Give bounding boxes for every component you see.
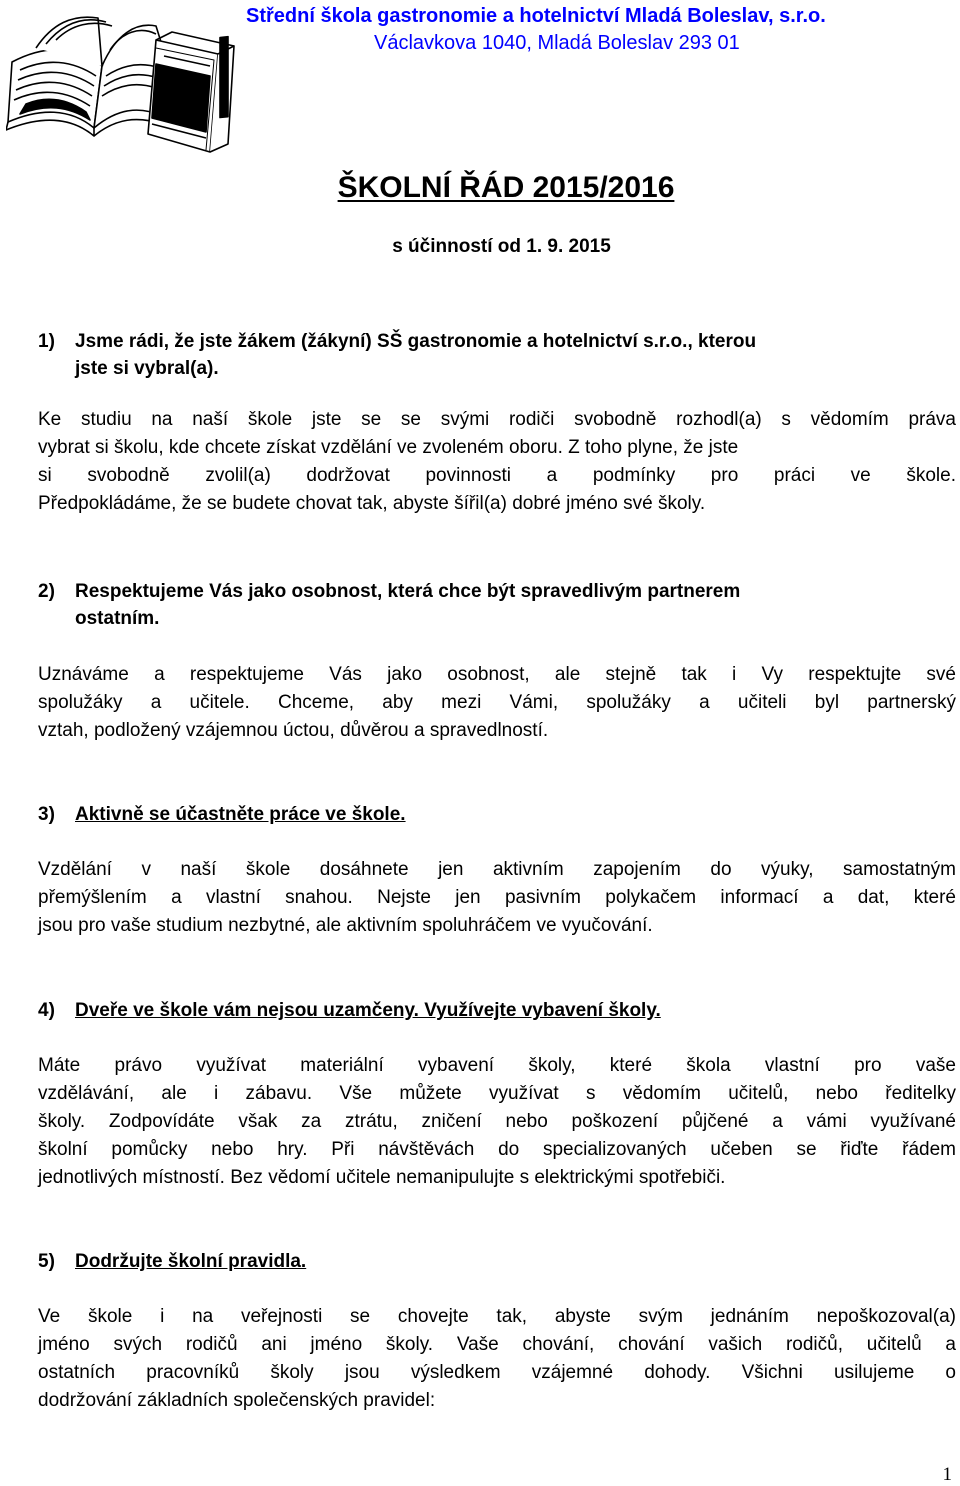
- document-subtitle: s účinností od 1. 9. 2015: [392, 236, 611, 257]
- paragraph-line: jednotlivých místností. Bez vědomí učitele nemanipulujte s elektrickými spotřebiči.: [38, 1167, 726, 1188]
- section-2-heading: [38, 578, 956, 632]
- school-address: Václavkova 1040, Mladá Boleslav 293 01: [374, 32, 740, 54]
- paragraph-line: Ve škole i na veřejnosti se chovejte tak, abyste svým jednáním nepoškozoval(a): [38, 1306, 956, 1327]
- section-4-heading: [38, 997, 956, 1024]
- school-name: Střední škola gastronomie a hotelnictví Mladá Boleslav, s.r.o.: [246, 5, 826, 27]
- section-heading-line: Dveře ve škole vám nejsou uzamčeny. Využívejte vybavení školy.: [75, 1000, 661, 1021]
- section-number: 1): [38, 331, 55, 352]
- paragraph-line: vztah, podložený vzájemnou úctou, důvěrou a spravedlností.: [38, 720, 549, 741]
- paragraph-line: jméno svých rodičů ani jméno školy. Vaše chování, chování vašich rodičů, učitelů a: [38, 1334, 956, 1355]
- section-2-paragraph: [38, 661, 956, 745]
- section-number: 4): [38, 1000, 55, 1021]
- paragraph-line: Máte právo využívat materiální vybavení školy, které škola vlastní pro vaše: [38, 1055, 956, 1076]
- section-1-paragraph: [38, 406, 956, 518]
- paragraph-line: vzdělávání, ale i zábavu. Vše můžete využívat s vědomím učitelů, nebo ředitelky: [38, 1083, 956, 1104]
- page-number: 1: [942, 1464, 952, 1485]
- paragraph-line: Uznáváme a respektujeme Vás jako osobnost, ale stejně tak i Vy respektujte své: [38, 664, 956, 685]
- section-1-heading: [38, 328, 956, 382]
- section-4-paragraph: [38, 1052, 956, 1192]
- paragraph-line: spolužáky a učitele. Chceme, aby mezi Vámi, spolužáky a učiteli byl partnerský: [38, 692, 956, 713]
- books-logo-icon: [6, 4, 238, 156]
- section-heading-line: Dodržujte školní pravidla.: [75, 1251, 307, 1272]
- paragraph-line: si svobodně zvolil(a) dodržovat povinnosti a podmínky pro práci ve škole.: [38, 465, 956, 486]
- paragraph-line: ostatních pracovníků školy jsou výsledkem vzájemné dohody. Všichni usilujeme o: [38, 1362, 956, 1383]
- section-heading-line: jste si vybral(a).: [75, 358, 219, 379]
- paragraph-line: školní pomůcky nebo hry. Při návštěvách do specializovaných učeben se řiďte řádem: [38, 1139, 956, 1160]
- document-title: ŠKOLNÍ ŘÁD 2015/2016: [337, 171, 675, 204]
- section-number: 2): [38, 581, 55, 602]
- section-3-heading: [38, 801, 956, 828]
- section-number: 5): [38, 1251, 55, 1272]
- section-heading-line: Jsme rádi, že jste žákem (žákyní) SŠ gastronomie a hotelnictví s.r.o., kterou: [75, 331, 757, 352]
- section-heading-line: Aktivně se účastněte práce ve škole.: [75, 804, 406, 825]
- section-heading-line: ostatním.: [75, 608, 160, 629]
- section-5-heading: [38, 1248, 956, 1275]
- section-number: 3): [38, 804, 55, 825]
- paragraph-line: jsou pro vaše studium nezbytné, ale aktivním spoluhráčem ve vyučování.: [38, 915, 653, 936]
- paragraph-line: dodržování základních společenských pravidel:: [38, 1390, 436, 1411]
- section-heading-line: Respektujeme Vás jako osobnost, která chce být spravedlivým partnerem: [75, 581, 741, 602]
- paragraph-line: Předpokládáme, že se budete chovat tak, abyste šířil(a) dobré jméno své školy.: [38, 493, 706, 514]
- paragraph-line: Ke studiu na naší škole jste se se svými rodiči svobodně rozhodl(a) s vědomím práva: [38, 409, 956, 430]
- paragraph-line: Vzdělání v naší škole dosáhnete jen aktivním zapojením do výuky, samostatným: [38, 859, 956, 880]
- section-3-paragraph: [38, 856, 956, 940]
- paragraph-line: školy. Zodpovídáte však za ztrátu, zničení nebo poškození půjčené a vámi využívané: [38, 1111, 956, 1132]
- paragraph-line: přemýšlením a vlastní snahou. Nejste jen pasivním polykačem informací a dat, které: [38, 887, 956, 908]
- section-5-paragraph: [38, 1303, 956, 1415]
- paragraph-line: vybrat si školu, kde chcete získat vzdělání ve zvoleném oboru. Z toho plyne, že jste: [38, 437, 739, 458]
